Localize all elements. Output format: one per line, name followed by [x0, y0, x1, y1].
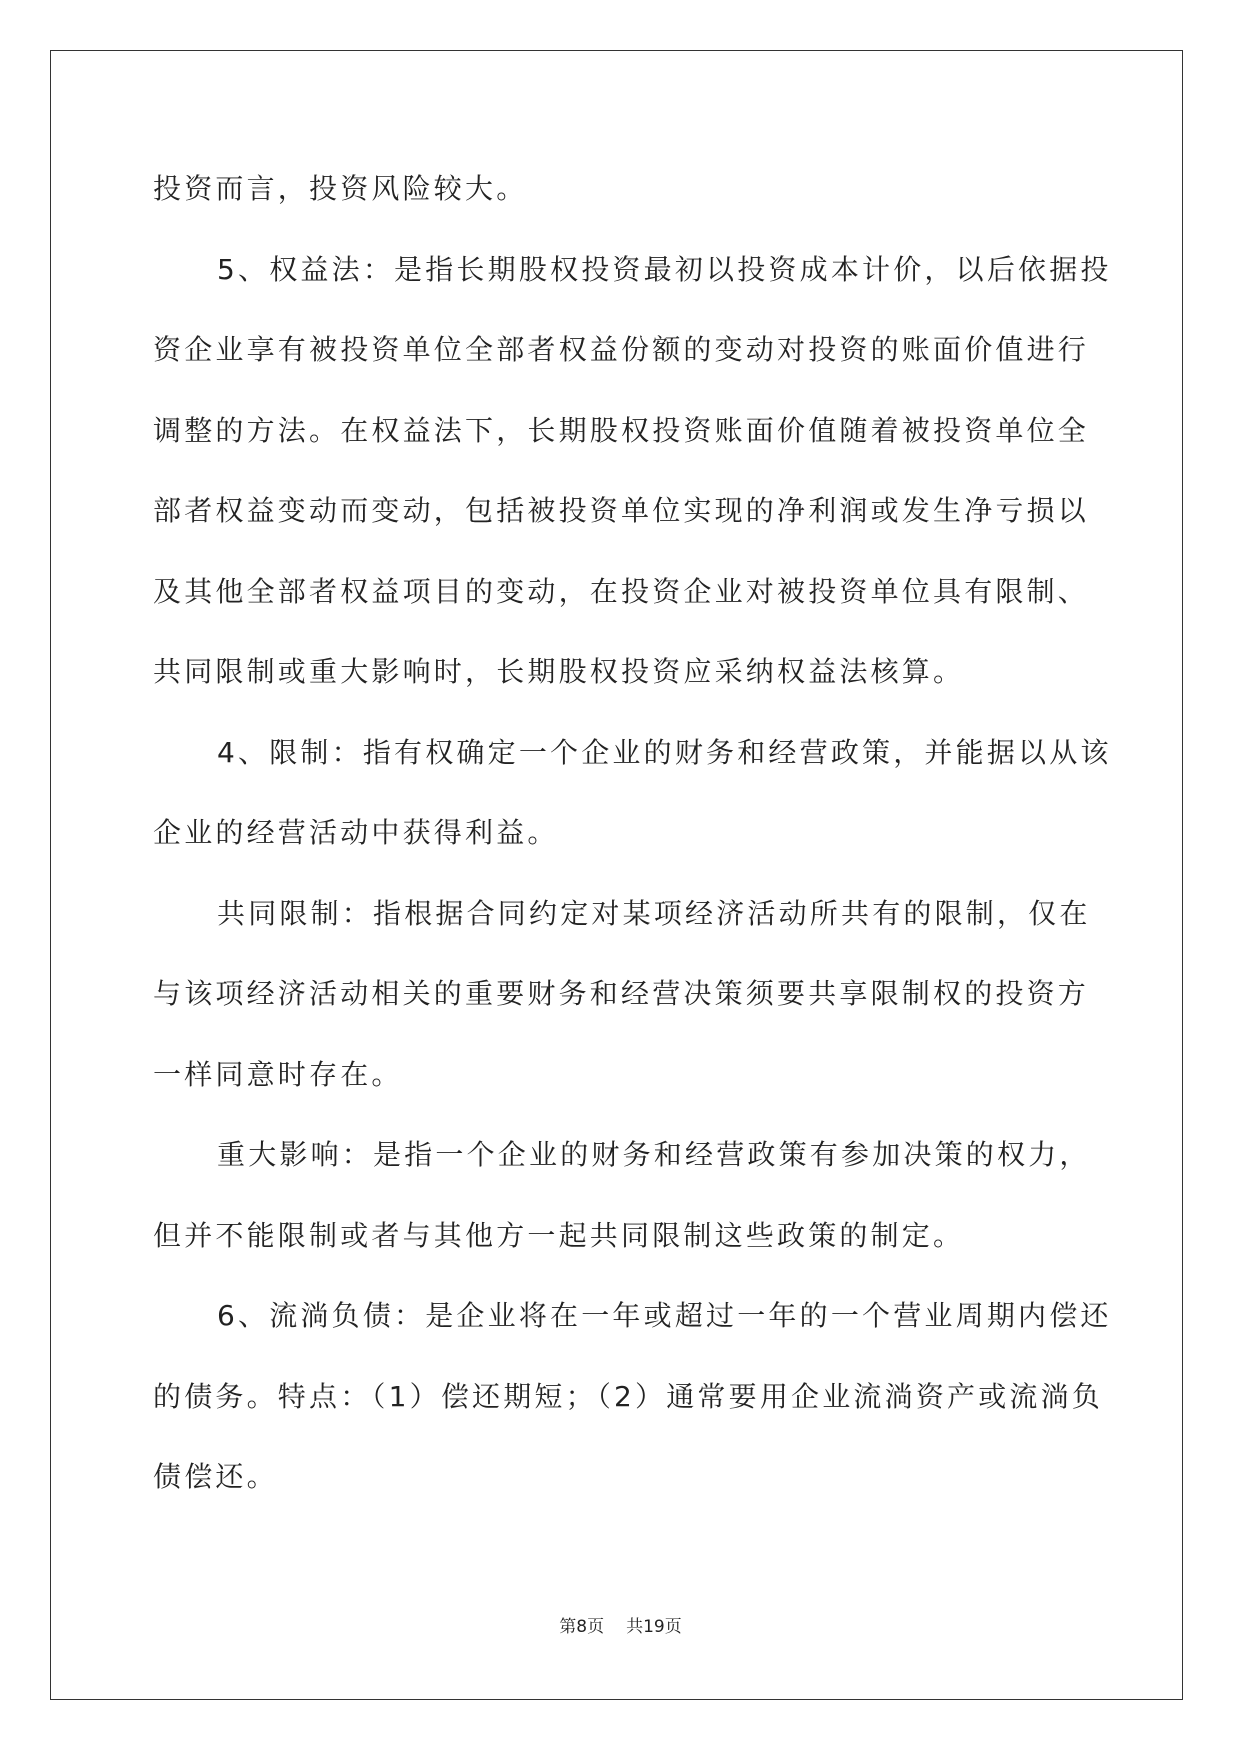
- text-line: 企业的经营活动中获得利益。: [153, 816, 559, 849]
- text-line: 重大影响：是指一个企业的财务和经营政策有参加决策的权力，: [217, 1138, 1091, 1171]
- text-line: 部者权益变动而变动，包括被投资单位实现的净利润或发生净亏损以: [153, 494, 1090, 527]
- text-line: 与该项经济活动相关的重要财务和经营决策须要共享限制权的投资方: [153, 977, 1090, 1010]
- text-line: 资企业享有被投资单位全部者权益份额的变动对投资的账面价值进行: [153, 333, 1090, 366]
- text-line: 投资而言，投资风险较大。: [153, 172, 528, 205]
- document-body: [153, 164, 1112, 1533]
- text-line: 的债务。特点：（1）偿还期短；（2）通常要用企业流淌资产或流淌负: [153, 1379, 1104, 1413]
- text-line: 4、限制：指有权确定一个企业的财务和经营政策，并能据以从该: [217, 735, 1112, 769]
- text-line: 债偿还。: [153, 1460, 278, 1493]
- text-line: 但并不能限制或者与其他方一起共同限制这些政策的制定。: [153, 1218, 965, 1252]
- page-number-total: 共19页: [626, 1617, 682, 1637]
- text-line: 共同限制或重大影响时，长期股权投资应采纳权益法核算。: [153, 655, 965, 688]
- text-line: 调整的方法。在权益法下，长期股权投资账面价值随着被投资单位全: [153, 413, 1090, 447]
- text-line: 及其他全部者权益项目的变动，在投资企业对被投资单位具有限制、: [153, 574, 1090, 608]
- text-line: 5、权益法：是指长期股权投资最初以投资成本计价，以后依据投: [217, 252, 1112, 286]
- text-line: 一样同意时存在。: [153, 1057, 403, 1091]
- page-number-current: 第8页: [559, 1617, 605, 1637]
- text-line: 6、流淌负债：是企业将在一年或超过一年的一个营业周期内偿还: [217, 1299, 1112, 1332]
- page-footer: [0, 1612, 1241, 1637]
- text-line: 共同限制：指根据合同约定对某项经济活动所共有的限制，仅在: [217, 896, 1091, 930]
